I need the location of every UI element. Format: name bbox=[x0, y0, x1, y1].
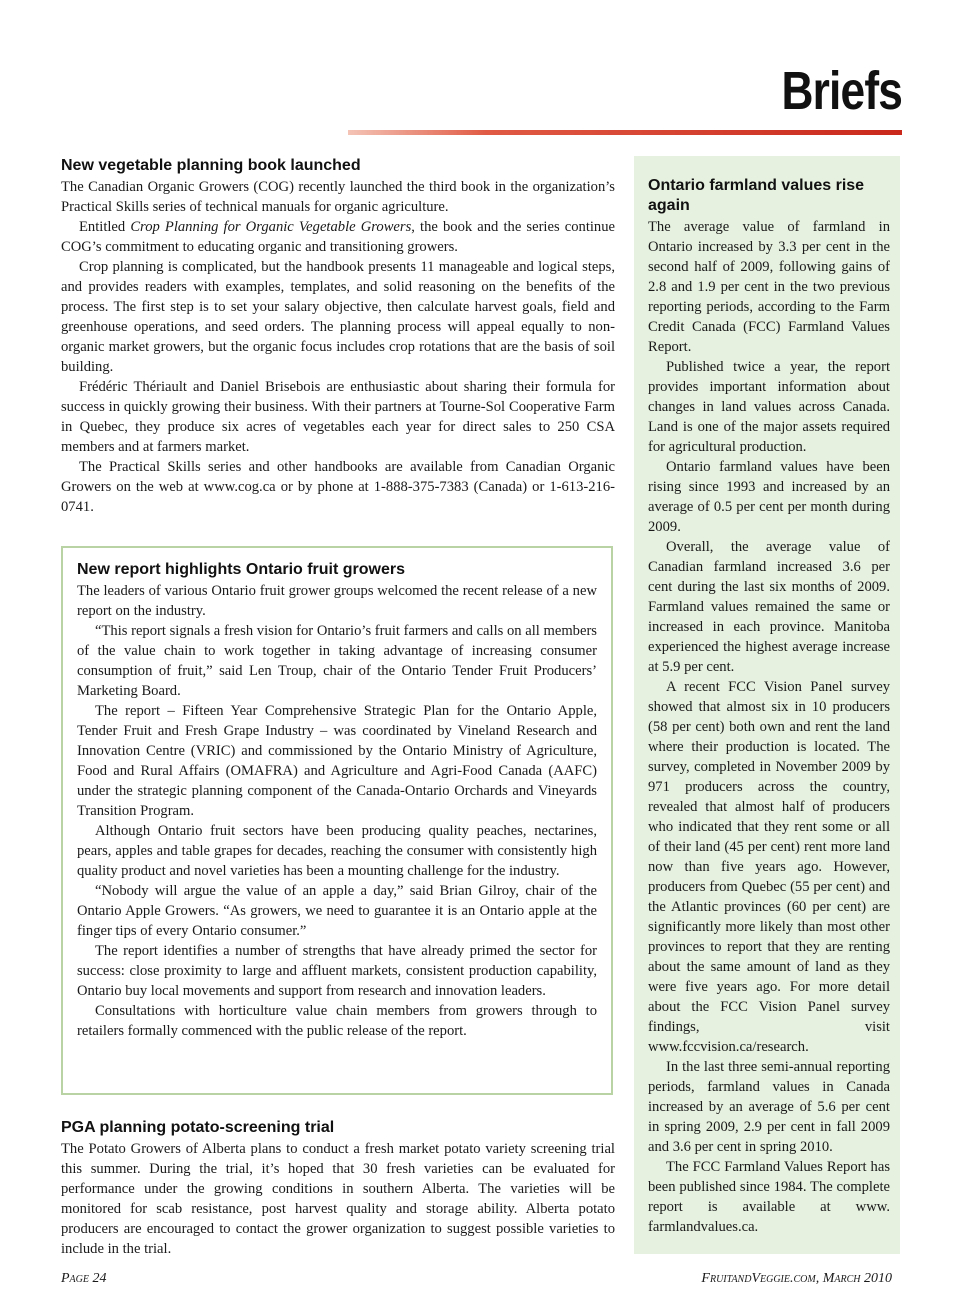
paragraph: The FCC Farmland Values Report has been published since 1984. The complete report is available at www. farmlandvalues.ca. bbox=[648, 1159, 890, 1235]
paragraph: The Potato Growers of Alberta plans to conduct a fresh market potato variety screening trial this summer. During the trial, it’s hoped that 30 fresh varieties can be evaluated for performance under the growing conditions in southern Alberta. The varieties will be monitored for scab resistance, post harvest quality and storage ability. Alberta potato producers are encouraged to contact the grower organization to suggest possible varieties to include in the trial. bbox=[61, 1141, 615, 1257]
book-title: Crop Planning for Organic Vegetable Growers bbox=[130, 219, 412, 235]
paragraph: The Canadian Organic Growers (COG) recently launched the third book in the organization’s Practical Skills series of technical manuals for organic agriculture. bbox=[61, 179, 615, 215]
paragraph: The report identifies a number of strengths that have already primed the sector for success: close proximity to large and affluent markets, consistent production capability, Ontario buy local movements and support from research and innovation leaders. bbox=[77, 943, 597, 999]
paragraph: Consultations with horticulture value chain members from growers through to retailers formally commenced with the public release of the report. bbox=[77, 1003, 597, 1039]
paragraph: Crop planning is complicated, but the handbook presents 11 manageable and logical steps, and provides readers with examples, templates, and solid reasoning on the benefits of the process. The first step is to set your salary objective, then calculate harvest goals, field and greenhouse operations, and seed orders. The planning process will appeal equally to non-organic market growers, but the organic focus includes crop rotations that are the basis of soil building. bbox=[61, 259, 615, 375]
article-title: PGA planning potato-screening trial bbox=[61, 1119, 335, 1136]
paragraph: The leaders of various Ontario fruit grower groups welcomed the recent release of a new report on the industry. bbox=[77, 583, 597, 619]
sidebar-farmland-values bbox=[634, 156, 900, 1254]
publication-footer: FruitandVeggie.com, March 2010 bbox=[701, 1271, 892, 1286]
article-potato-screening-trial bbox=[61, 1118, 615, 1259]
paragraph: “Nobody will argue the value of an apple a day,” said Brian Gilroy, chair of the Ontario Apple Growers. “As growers, we need to guarantee it is an Ontario apple at the finger tips of every Ontario consumer.” bbox=[77, 883, 597, 939]
paragraph: A recent FCC Vision Panel survey showed that almost six in 10 producers (58 per cent) both own and rent the land where their production is located. The survey, completed in November 2009 by 971 producers across the country, revealed that almost half of producers who indicated that they rent some or all of their land (45 per cent) rent more land now than five years ago. However, producers from Quebec (55 per cent) and the Atlantic provinces (60 per cent) are significantly more likely than most other provinces to report that they are renting about the same amount of land as they were five years ago. For more detail about the FCC Vision Panel survey findings, visit www.fccvision.ca/research. bbox=[648, 679, 890, 1055]
article-title: New vegetable planning book launched bbox=[61, 157, 361, 174]
paragraph: In the last three semi-annual reporting periods, farmland values in Canada increased by an average of 5.6 per cent in spring 2009, 2.9 per cent in fall 2009 and 3.6 per cent in spring 2010. bbox=[648, 1059, 890, 1155]
paragraph: Overall, the average value of Canadian farmland increased 3.6 per cent during the last six months of 2009. Farmland values remained the same or increased in each province. Manitoba experienced the highest average increase at 5.9 per cent. bbox=[648, 539, 890, 675]
section-title: Briefs bbox=[781, 61, 902, 121]
article-ontario-fruit-growers bbox=[61, 546, 613, 1095]
paragraph: Although Ontario fruit sectors have been producing quality peaches, nectarines, pears, apples and table grapes for decades, reaching the consumer with consistently high quality product and novel varieties has been a mounting challenge for the industry. bbox=[77, 823, 597, 879]
page-number: Page 24 bbox=[61, 1271, 107, 1286]
text-run: , the book and the series continue COG’s commitment to educating organic and transitioning growers. bbox=[61, 219, 616, 255]
paragraph: The report – Fifteen Year Comprehensive Strategic Plan for the Ontario Apple, Tender Fruit and Fresh Grape Industry – was coordinated by Vineland Research and Innovation Centre (VRIC) and commissioned by the Ontario Ministry of Agriculture, Food and Rural Affairs (OMAFRA) and Agriculture and Agri-Food Canada (AAFC) under the strategic planning component of the Canada-Ontario Orchards and Vineyards Transition Program. bbox=[77, 703, 597, 819]
paragraph: Published twice a year, the report provides important information about changes in land values across Canada. Land is one of the major assets required for agricultural production. bbox=[648, 359, 890, 455]
paragraph: Ontario farmland values have been rising since 1993 and increased by an average of 0.5 per cent per month during 2009. bbox=[648, 459, 890, 535]
sidebar-title: Ontario farmland values rise again bbox=[648, 177, 865, 214]
paragraph bbox=[61, 217, 615, 257]
paragraph: The Practical Skills series and other handbooks are available from Canadian Organic Growers on the web at www.cog.ca or by phone at 1-888-375-7383 (Canada) or 1-613-216-0741. bbox=[61, 459, 615, 515]
paragraph: Frédéric Thériault and Daniel Brisebois are enthusiastic about sharing their formula for success in quickly growing their business. With their partners at Tourne-Sol Cooperative Farm in Quebec, they produce six acres of vegetables each year for direct sales to 250 CSA members and at farmers market. bbox=[61, 379, 615, 455]
paragraph: The average value of farmland in Ontario increased by 3.3 per cent in the second half of 2009, following gains of 2.8 and 1.9 per cent in the two previous reporting periods, according to the Farm Credit Canada (FCC) Farmland Values Report. bbox=[648, 219, 890, 355]
article-vegetable-planning-book bbox=[61, 156, 615, 517]
article-title: New report highlights Ontario fruit growers bbox=[77, 561, 406, 578]
title-rule bbox=[348, 130, 902, 135]
paragraph: “This report signals a fresh vision for Ontario’s fruit farmers and calls on all members of the value chain to work together in taking advantage of increasing consumer consumption of fruit,” said Len Troup, chair of the Ontario Tender Fruit Producers’ Marketing Board. bbox=[77, 623, 597, 699]
text-run: Entitled bbox=[79, 219, 131, 235]
